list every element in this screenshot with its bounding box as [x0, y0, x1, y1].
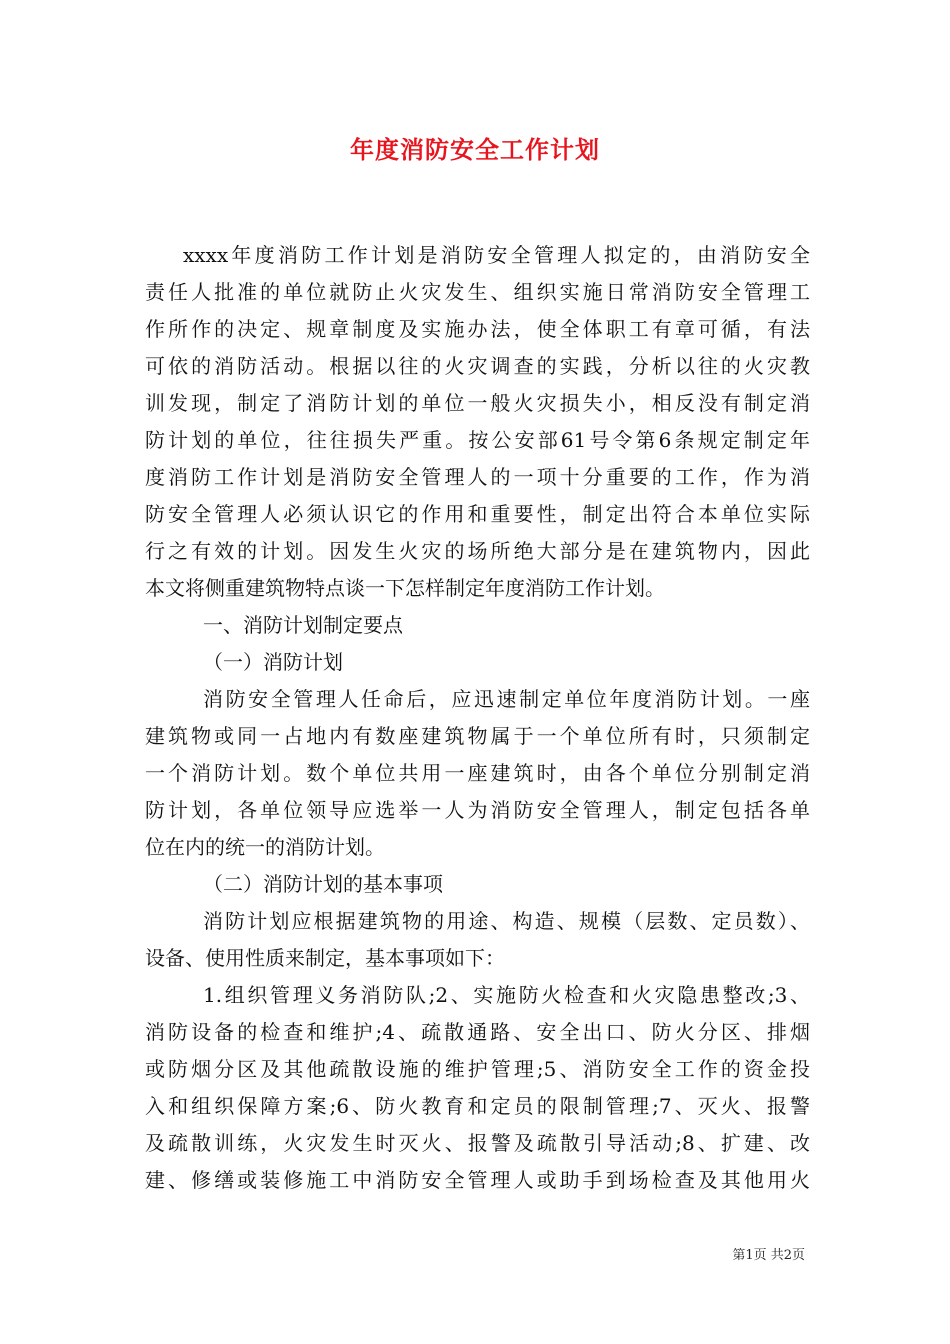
- text-line: 消防计划应根据建筑物的用途、构造、规模（层数、定员数）、: [203, 909, 810, 933]
- text-line: 及疏散训练，火灾发生时灭火、报警及疏散引导活动;8、扩建、改: [145, 1131, 810, 1155]
- text-line: 设备、使用性质来制定，基本事项如下：: [145, 946, 505, 970]
- text-line: 入和组织保障方案;6、防火教育和定员的限制管理;7、灭火、报警: [145, 1094, 810, 1118]
- text-line: 可依的消防活动。根据以往的火灾调查的实践，分析以往的火灾教: [145, 354, 810, 378]
- page-number: 第1页 共2页: [732, 1248, 805, 1263]
- text-line: 本文将侧重建筑物特点谈一下怎样制定年度消防工作计划。: [145, 576, 665, 600]
- document-title: 年度消防安全工作计划: [350, 136, 600, 164]
- text-line: 防安全管理人必须认识它的作用和重要性，制定出符合本单位实际: [145, 502, 810, 526]
- text-line: 建筑物或同一占地内有数座建筑物属于一个单位所有时，只须制定: [145, 724, 810, 748]
- text-line: 位在内的统一的消防计划。: [145, 835, 385, 859]
- text-line: 1.组织管理义务消防队;2、实施防火检查和火灾隐患整改;3、: [203, 983, 810, 1007]
- text-line: （一）消防计划: [203, 650, 343, 674]
- text-line: 或防烟分区及其他疏散设施的维护管理;5、消防安全工作的资金投: [145, 1057, 810, 1081]
- text-line: （二）消防计划的基本事项: [203, 872, 443, 896]
- text-line: 一、消防计划制定要点: [203, 613, 403, 637]
- text-line: 行之有效的计划。因发生火灾的场所绝大部分是在建筑物内，因此: [145, 539, 810, 563]
- text-line: 责任人批准的单位就防止火灾发生、组织实施日常消防安全管理工: [145, 280, 810, 304]
- text-line: 消防设备的检查和维护;4、疏散通路、安全出口、防火分区、排烟: [145, 1020, 810, 1044]
- document-body: [145, 237, 810, 1199]
- text-line: xxxx年度消防工作计划是消防安全管理人拟定的，由消防安全: [183, 243, 810, 267]
- text-line: 防计划的单位，往往损失严重。按公安部61号令第6条规定制定年: [145, 428, 810, 452]
- text-line: 一个消防计划。数个单位共用一座建筑时，由各个单位分别制定消: [145, 761, 810, 785]
- text-line: 度消防工作计划是消防安全管理人的一项十分重要的工作，作为消: [145, 465, 810, 489]
- text-line: 训发现，制定了消防计划的单位一般火灾损失小，相反没有制定消: [145, 391, 810, 415]
- text-line: 防计划，各单位领导应选举一人为消防安全管理人，制定包括各单: [145, 798, 810, 822]
- text-line: 建、修缮或装修施工中消防安全管理人或助手到场检查及其他用火: [145, 1168, 810, 1192]
- text-line: 消防安全管理人任命后，应迅速制定单位年度消防计划。一座: [203, 687, 810, 711]
- text-line: 作所作的决定、规章制度及实施办法，使全体职工有章可循，有法: [145, 317, 810, 341]
